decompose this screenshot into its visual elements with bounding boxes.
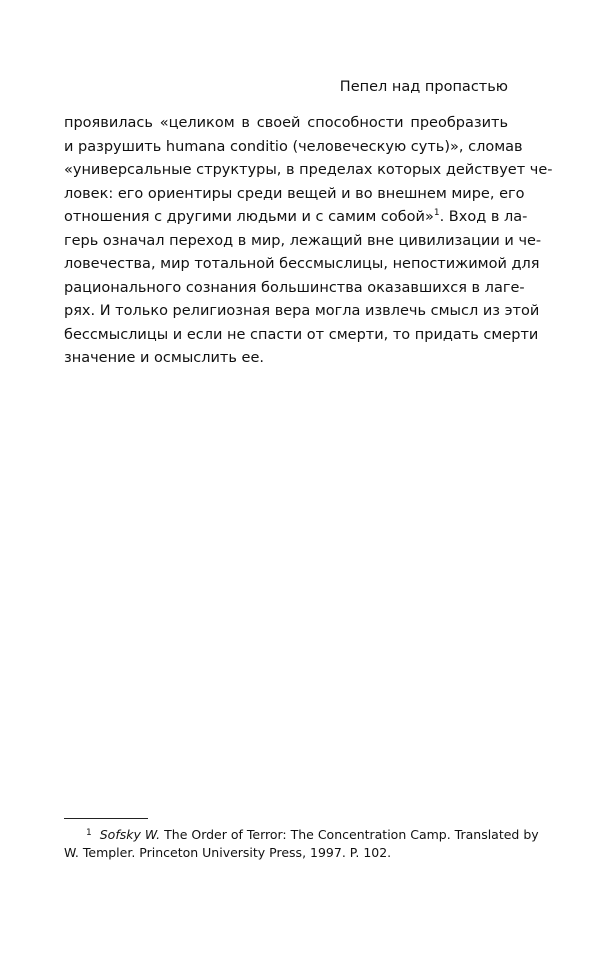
footnote-number: 1 <box>86 828 92 838</box>
body-line: рях. И только религиозная вера могла извлечь смысл из этой <box>64 303 540 319</box>
footnote-line <box>64 824 539 843</box>
body-line: и разрушить humana conditio (человеческую суть)», сломав <box>64 138 523 155</box>
body-line-text: отношения с другими людьми и с самим собой» <box>64 209 434 225</box>
body-line-with-footnote <box>64 206 528 230</box>
body-line: проявилась «целиком в своей способности преобразить <box>64 115 508 131</box>
body-text <box>64 112 553 371</box>
footnote <box>64 824 539 862</box>
body-line: герь означал переход в мир, лежащий вне цивилизации и че- <box>64 232 542 249</box>
body-line: значение и осмыслить ее. <box>64 350 264 366</box>
footnote-text: The Order of Terror: The Concentration Camp. Translated by <box>160 827 539 842</box>
footnote-line: W. Templer. Princeton University Press, 1997. P. 102. <box>64 845 392 860</box>
body-line: ловечества, мир тотальной бессмыслицы, непостижимой для <box>64 256 540 272</box>
footnote-author: Sofsky W. <box>99 827 161 842</box>
body-line: «универсальные структуры, в пределах которых действует че- <box>64 162 553 178</box>
body-line: рационального сознания большинства оказавшихся в лаге- <box>64 279 525 296</box>
footnote-divider <box>64 818 148 819</box>
body-line: ловек: его ориентиры среди вещей и во внешнем мире, его <box>64 185 525 202</box>
body-line: бессмыслицы и если не спасти от смерти, то придать смерти <box>64 326 539 343</box>
footnote-reference: 1 <box>433 208 440 219</box>
body-line-tail: . Вход в ла- <box>439 209 528 225</box>
running-header: Пепел над пропастью <box>339 79 508 95</box>
